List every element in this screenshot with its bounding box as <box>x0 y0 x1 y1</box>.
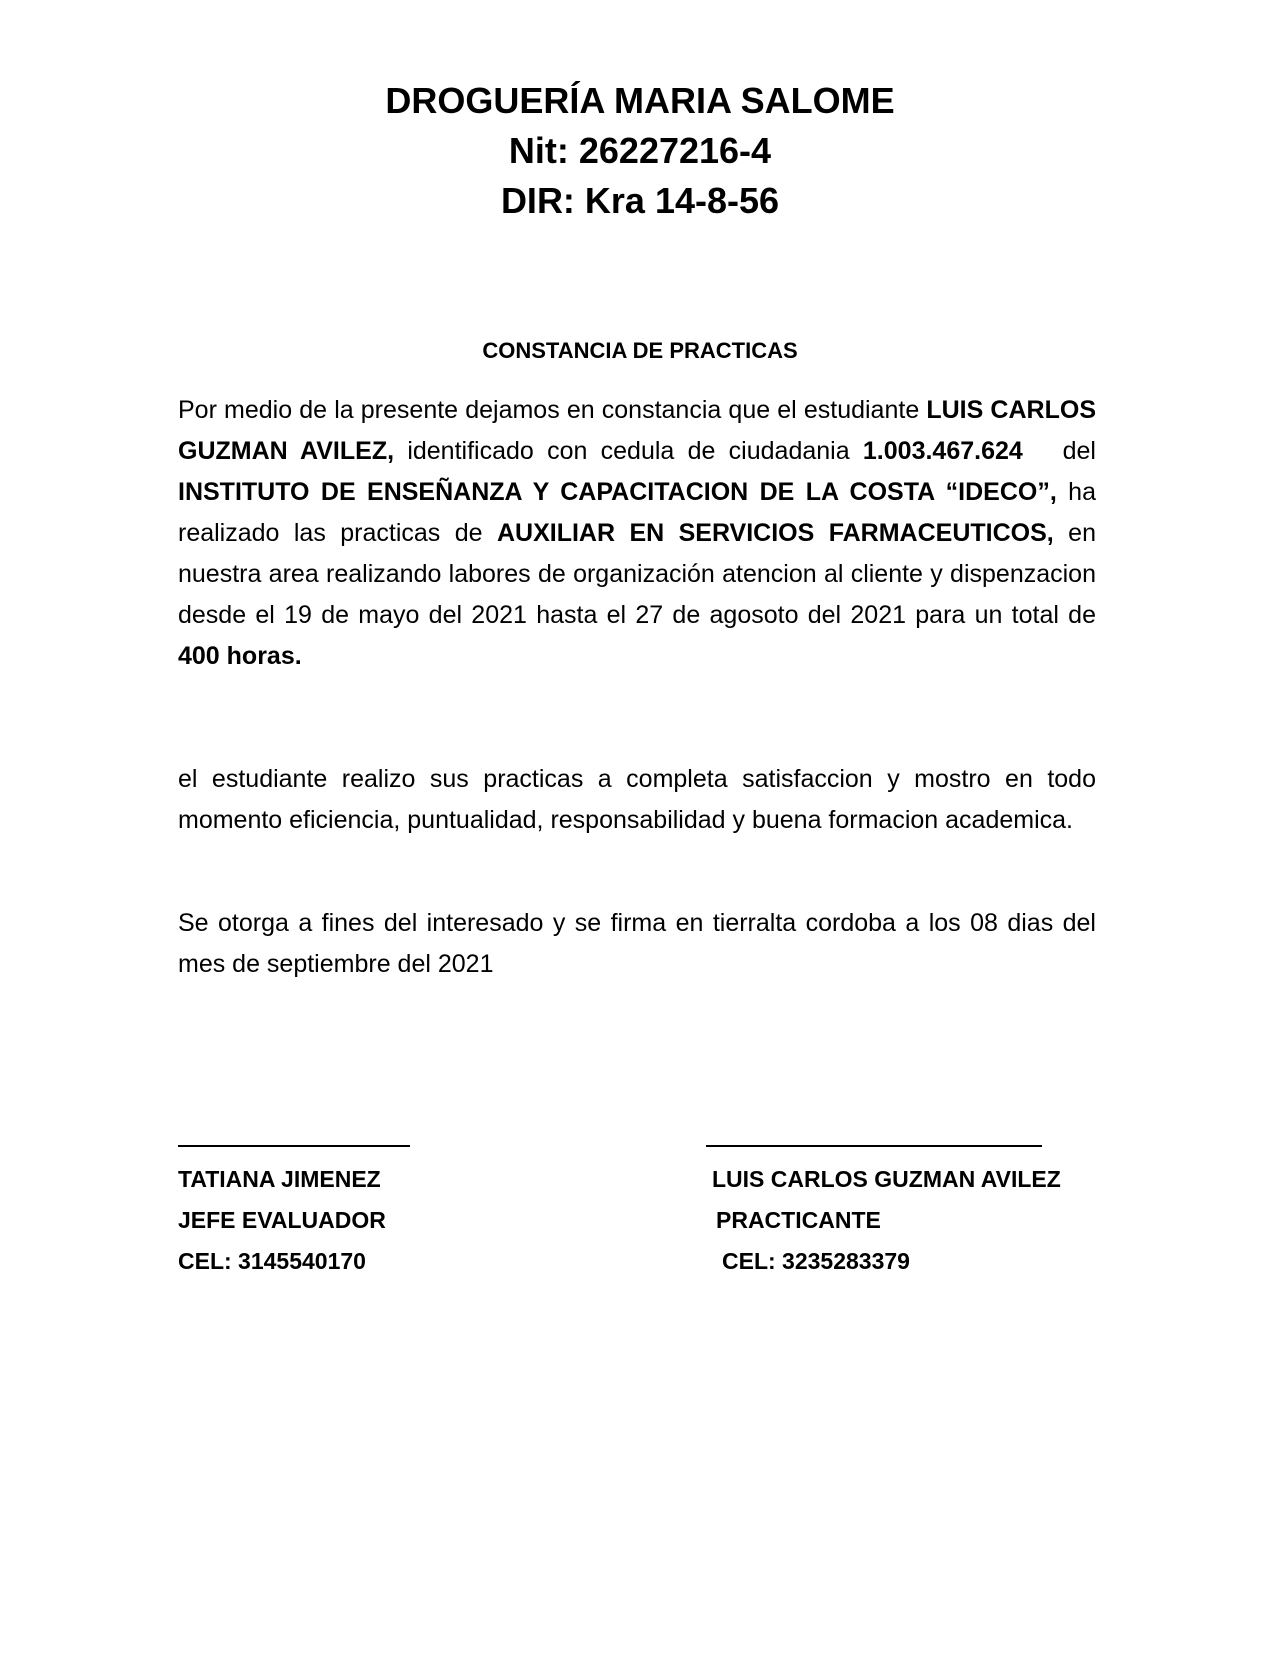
signature-line <box>706 1145 1042 1147</box>
paragraph-text: ha realizado las practicas de <box>178 478 1096 547</box>
paragraph-certification <box>178 390 1103 677</box>
signer-phone: CEL: 3145540170 <box>178 1248 366 1274</box>
paragraph-text: en nuestra area realizando labores de organización atencion al cliente y dispenzacion desde el 19 de mayo del 2021 hasta el 27 de agosoto del 2021 para un total de <box>178 519 1096 629</box>
student-name: LUIS CARLOS GUZMAN AVILEZ, <box>178 396 1096 465</box>
signer-role: PRACTICANTE <box>716 1207 881 1233</box>
signer-name: TATIANA JIMENEZ <box>178 1166 381 1192</box>
paragraph-evaluation: el estudiante realizo sus practicas a completa satisfaccion y mostro en todo momento eficiencia, puntualidad, responsabilidad y buena formacion academica. <box>178 765 1096 834</box>
letterhead <box>0 76 1280 226</box>
paragraph-text: Por medio de la presente dejamos en constancia que el estudiante <box>178 396 927 424</box>
paragraph-text: del <box>1022 437 1103 465</box>
paragraph-text: identificado con cedula de ciudadania <box>394 437 863 465</box>
signature-block-evaluator <box>178 1145 410 1282</box>
company-address: DIR: Kra 14-8-56 <box>500 180 780 221</box>
signature-line <box>178 1145 410 1147</box>
student-id-number: 1.003.467.624 <box>862 437 1023 465</box>
company-name: DROGUERÍA MARIA SALOME <box>385 80 895 121</box>
signer-role: JEFE EVALUADOR <box>178 1207 386 1233</box>
paragraph-issuance: Se otorga a fines del interesado y se firma en tierralta cordoba a los 08 dias del mes de septiembre del 2021 <box>178 909 1096 978</box>
company-nit: Nit: 26227216-4 <box>508 130 772 171</box>
signer-name: LUIS CARLOS GUZMAN AVILEZ <box>712 1166 1061 1192</box>
institution-name: INSTITUTO DE ENSEÑANZA Y CAPACITACION DE LA COSTA “IDECO”, <box>178 478 1057 506</box>
total-hours: 400 horas. <box>178 642 302 670</box>
signer-phone: CEL: 3235283379 <box>722 1248 910 1274</box>
program-name: AUXILIAR EN SERVICIOS FARMACEUTICOS, <box>496 519 1054 547</box>
document-title: CONSTANCIA DE PRACTICAS <box>482 338 798 363</box>
signature-block-intern <box>706 1145 1061 1282</box>
